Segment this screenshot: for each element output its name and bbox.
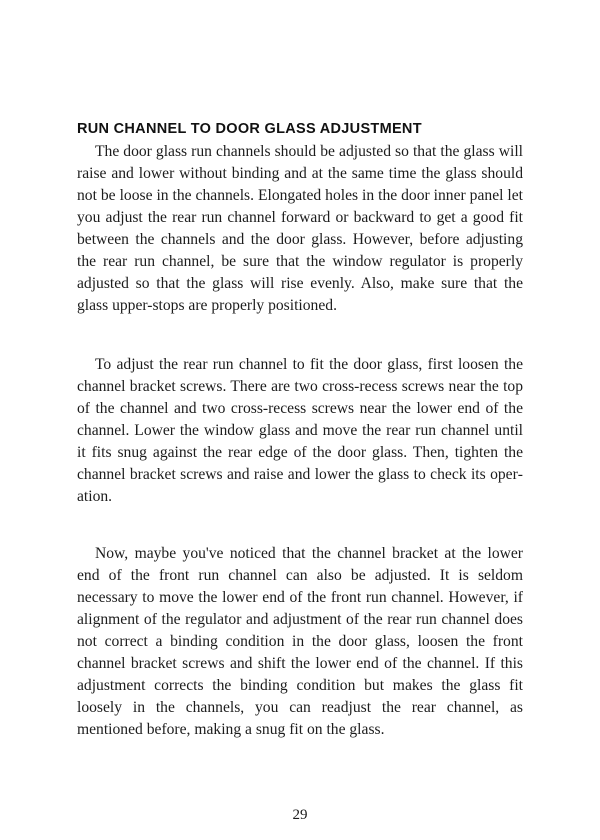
paragraph-front-channel-adjustment: Now, maybe you've noticed that the channel bracket at the lower end of the front run channel can also be adjusted. It is seldom necessary to move the lower end of the front run channel. However, if alignment of the regulator and adjustment of the rear run channel does not correct a binding condition in the door glass, loosen the front channel bracket screws and shift the lower end of the channel. If this adjustment corrects the binding condition but makes the glass fit loosely in the channels, you can readjust the rear channel, as mentioned before, making a snug fit on the glass. [77,545,523,738]
paragraph-run-channel-intro: The door glass run channels should be adjusted so that the glass will raise and lower without binding and at the same time the glass should not be loose in the channels. Elongated holes in the door inner panel let you adjust the rear run channel forward or backward to get a good fit between the channels and the door glass. However, before adjusting the rear run channel, be sure that the window regulator is properly adjusted so that the glass will rise evenly. Also, make sure that the glass upper-stops are properly positioned. [77,143,523,314]
page-number: 29 [292,807,308,823]
paragraph-rear-channel-procedure: To adjust the rear run channel to fit the door glass, first loosen the channel bracket screws. There are two cross-recess screws near the top of the channel and two cross-recess screws near the lower end of the channel. Lower the window glass and move the rear run channel until it fits snug against the rear edge of the door glass. Then, tighten the channel bracket screws and raise and lower the glass to check its operation. [77,356,523,505]
section-heading: RUN CHANNEL TO DOOR GLASS ADJUSTMENT [77,121,422,137]
